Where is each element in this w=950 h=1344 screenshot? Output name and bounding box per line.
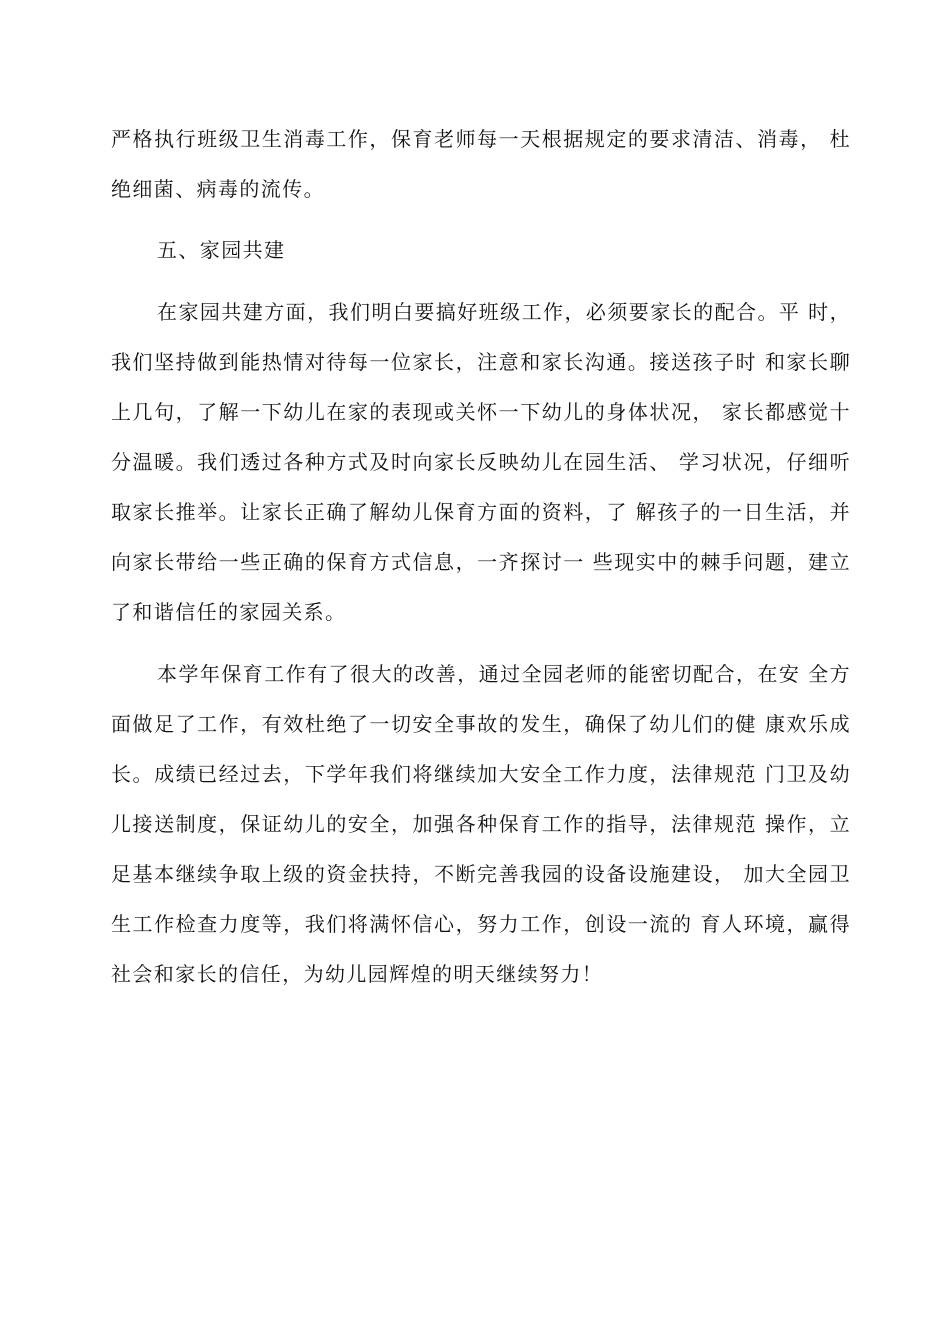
paragraph-1-line-2: 绝细菌、病毒的流传。 [111,177,325,201]
paragraph-2-line-7: 了和谐信任的家园关系。 [111,600,347,624]
paragraph-2-line-5: 取家长推举。让家长正确了解幼儿保育方面的资料，了 解孩子的一日生活，并 [111,500,851,524]
paragraph-3-line-5: 足基本继续争取上级的资金扶持，不断完善我园的设备设施建设， 加大全园卫 [111,862,851,886]
paragraph-3-line-1: 本学年保育工作有了很大的改善，通过全园老师的能密切配合，在安 全方 [157,662,851,686]
paragraph-2-line-1: 在家园共建方面，我们明白要搞好班级工作，必须要家长的配合。平 时， [157,300,851,324]
paragraph-2-line-4: 分温暖。我们透过各种方式及时向家长反映幼儿在园生活、 学习状况，仔细听 [111,450,851,474]
paragraph-2-line-2: 我们坚持做到能热情对待每一位家长，注意和家长沟通。接送孩子时 和家长聊 [111,350,851,374]
paragraph-3-line-4: 儿接送制度，保证幼儿的安全，加强各种保育工作的指导，法律规范 操作，立 [111,812,851,836]
paragraph-3-line-3: 长。成绩已经过去，下学年我们将继续加大安全工作力度，法律规范 门卫及幼 [111,762,851,786]
paragraph-2-line-3: 上几句，了解一下幼儿在家的表现或关怀一下幼儿的身体状况， 家长都感觉十 [111,400,851,424]
paragraph-1-line-1: 严格执行班级卫生消毒工作，保育老师每一天根据规定的要求清洁、消毒， 杜 [111,127,851,151]
paragraph-2-line-6: 向家长带给一些正确的保育方式信息，一齐探讨一 些现实中的棘手问题，建立 [111,550,851,574]
section-heading: 五、家园共建 [157,238,286,262]
paragraph-3-line-2: 面做足了工作，有效杜绝了一切安全事故的发生，确保了幼儿们的健 康欢乐成 [111,712,851,736]
paragraph-3-line-7: 社会和家长的信任，为幼儿园辉煌的明天继续努力！ [111,962,604,986]
paragraph-3-line-6: 生工作检查力度等，我们将满怀信心，努力工作，创设一流的 育人环境，赢得 [111,912,851,936]
